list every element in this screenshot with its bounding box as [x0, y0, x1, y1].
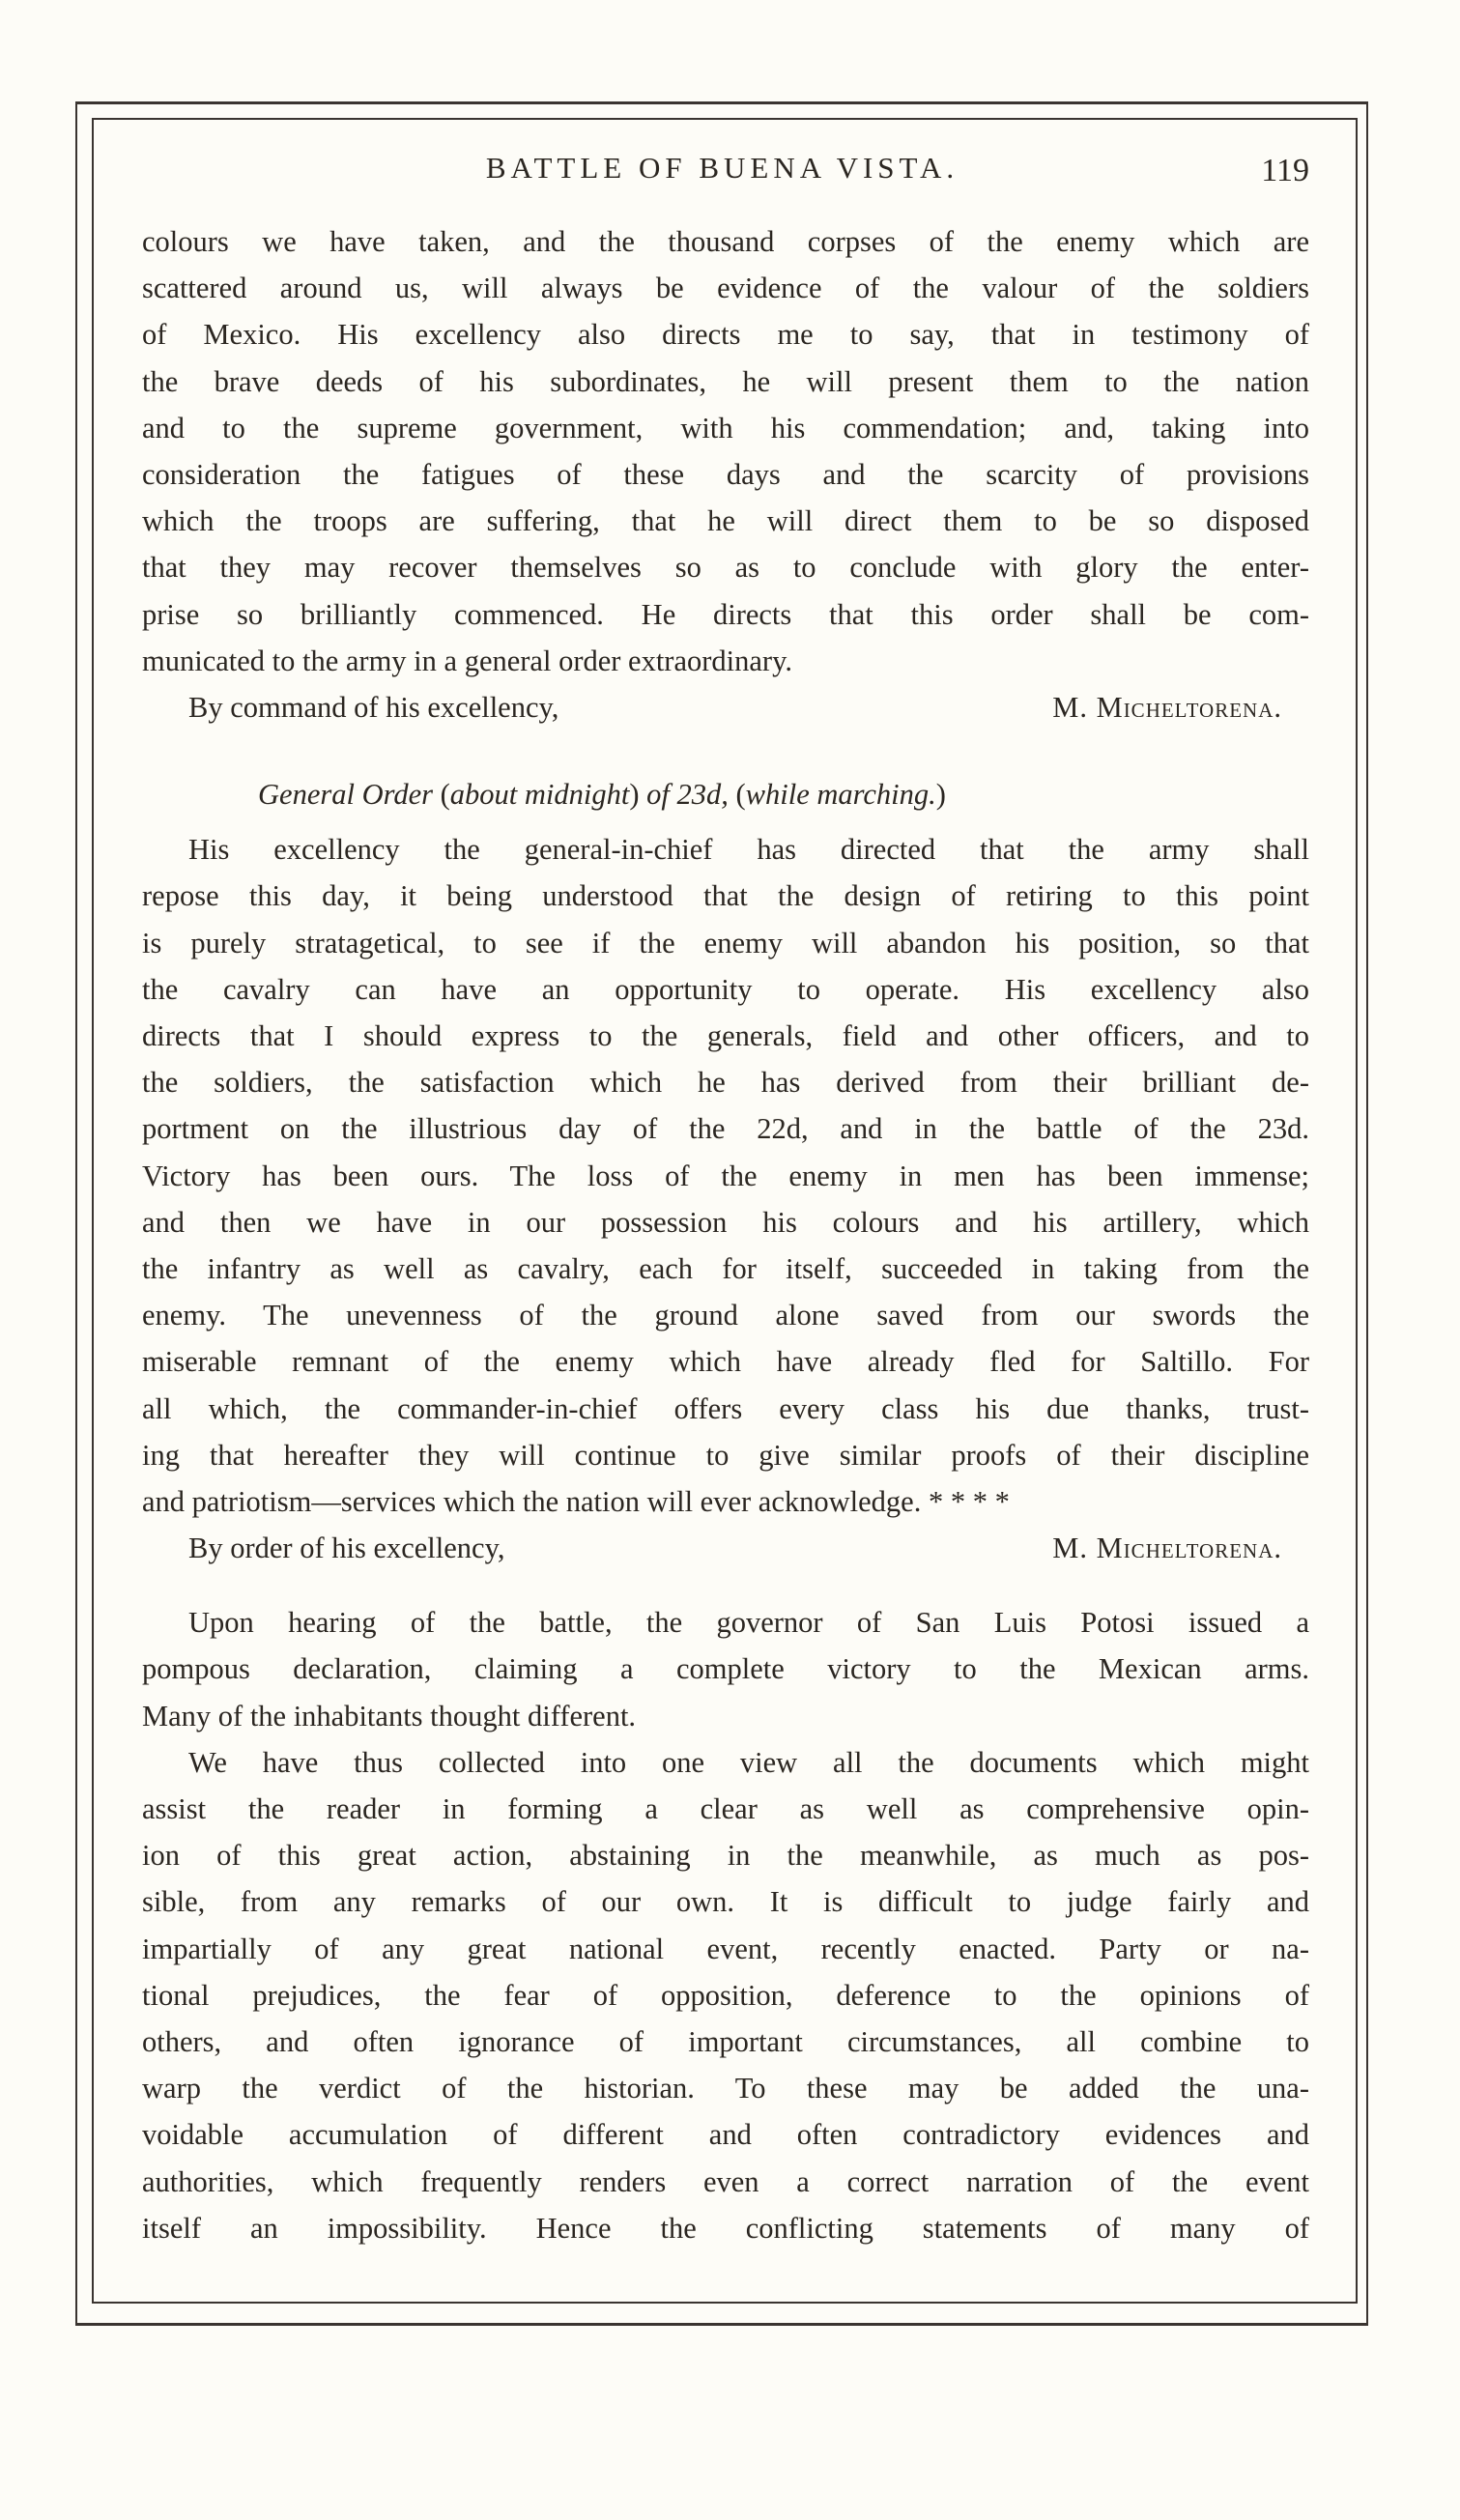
- text-line: Many of the inhabitants thought different.: [142, 1699, 637, 1732]
- paragraph: [142, 826, 1309, 1525]
- signature-name: M. Micheltorena.: [1052, 1532, 1282, 1565]
- heading-part: ): [935, 778, 946, 812]
- text-line: and patriotism—services which the nation will ever acknowledge. * * * *: [142, 1484, 1010, 1518]
- text-line: that they may recover themselves so as to conclude with glory the enter-: [142, 551, 1309, 585]
- text-line: sible, from any remarks of our own. It is difficult to judge fairly and: [142, 1885, 1309, 1919]
- heading-part: ): [629, 778, 647, 812]
- text-line: portment on the illustrious day of the 22d, and in the battle of the 23d.: [142, 1112, 1309, 1146]
- text-line: the infantry as well as cavalry, each for itself, succeeded in taking from the: [142, 1251, 1309, 1285]
- page-body: [142, 218, 1309, 2251]
- text-line: tional prejudices, the fear of opposition, deference to the opinions of: [142, 1978, 1309, 2012]
- text-line: repose this day, it being understood that the design of retiring to this point: [142, 879, 1309, 913]
- heading-part: of 23d,: [646, 778, 736, 812]
- running-title: BATTLE OF BUENA VISTA.: [485, 151, 959, 185]
- heading-part: (: [735, 778, 746, 812]
- text-line: of Mexico. His excellency also directs me to say, that in testimony of: [142, 318, 1309, 352]
- paragraph: [142, 1599, 1309, 1739]
- text-line: voidable accumulation of different and often contradictory evidences and: [142, 2118, 1309, 2152]
- text-line: His excellency the general-in-chief has directed that the army shall: [188, 833, 1309, 867]
- text-line: We have thus collected into one view all the documents which might: [188, 1745, 1309, 1779]
- text-line: scattered around us, will always be evidence of the valour of the soldiers: [142, 272, 1309, 305]
- text-line: impartially of any great national event, recently enacted. Party or na-: [142, 1932, 1309, 1965]
- signature-line: [142, 1525, 1309, 1571]
- text-line: Victory has been ours. The loss of the enemy in men has been immense;: [142, 1159, 1309, 1192]
- order-heading: [142, 771, 1309, 817]
- text-line: consideration the fatigues of these days and the scarcity of provisions: [142, 457, 1309, 491]
- text-line: is purely stratagetical, to see if the enemy will abandon his position, so that: [142, 926, 1309, 959]
- text-line: the soldiers, the satisfaction which he has derived from their brilliant de-: [142, 1066, 1309, 1100]
- signature-attribution: By order of his excellency,: [188, 1532, 505, 1565]
- text-line: prise so brilliantly commenced. He directs that this order shall be com-: [142, 597, 1309, 631]
- text-line: assist the reader in forming a clear as well as comprehensive opin-: [142, 1792, 1309, 1825]
- signature-name: M. Micheltorena.: [1052, 690, 1282, 724]
- text-line: warp the verdict of the historian. To these may be added the una-: [142, 2072, 1309, 2105]
- text-line: all which, the commander-in-chief offers every class his due thanks, trust-: [142, 1391, 1309, 1425]
- text-line: pompous declaration, claiming a complete victory to the Mexican arms.: [142, 1652, 1309, 1686]
- paragraph: [142, 218, 1309, 684]
- text-line: directs that I should express to the generals, field and other officers, and to: [142, 1019, 1309, 1052]
- text-line: ing that hereafter they will continue to give similar proofs of their discipline: [142, 1438, 1309, 1472]
- heading-part: General Order: [258, 778, 441, 812]
- text-line: the brave deeds of his subordinates, he will present them to the nation: [142, 364, 1309, 398]
- text-line: which the troops are suffering, that he will direct them to be so disposed: [142, 504, 1309, 538]
- signature-attribution: By command of his excellency,: [188, 690, 559, 724]
- heading-part: (: [440, 778, 450, 812]
- text-line: ion of this great action, abstaining in the meanwhile, as much as pos-: [142, 1839, 1309, 1873]
- text-line: the cavalry can have an opportunity to operate. His excellency also: [142, 972, 1309, 1006]
- page-number: 119: [1261, 153, 1309, 188]
- signature-line: [142, 684, 1309, 730]
- paragraph: [142, 1739, 1309, 2251]
- heading-part: while marching.: [745, 778, 936, 812]
- text-line: itself an impossibility. Hence the conflicting statements of many of: [142, 2211, 1309, 2245]
- text-line: municated to the army in a general order extraordinary.: [142, 644, 792, 677]
- page-header: [135, 143, 1309, 191]
- text-line: others, and often ignorance of important circumstances, all combine to: [142, 2024, 1309, 2058]
- text-line: miserable remnant of the enemy which have already fled for Saltillo. For: [142, 1345, 1309, 1379]
- text-line: authorities, which frequently renders even a correct narration of the event: [142, 2164, 1309, 2198]
- text-line: enemy. The unevenness of the ground alone saved from our swords the: [142, 1299, 1309, 1332]
- text-line: Upon hearing of the battle, the governor of San Luis Potosi issued a: [188, 1606, 1309, 1640]
- text-line: and then we have in our possession his colours and his artillery, which: [142, 1205, 1309, 1239]
- text-line: colours we have taken, and the thousand corpses of the enemy which are: [142, 225, 1309, 258]
- text-line: and to the supreme government, with his commendation; and, taking into: [142, 411, 1309, 444]
- heading-part: about midnight: [449, 778, 630, 812]
